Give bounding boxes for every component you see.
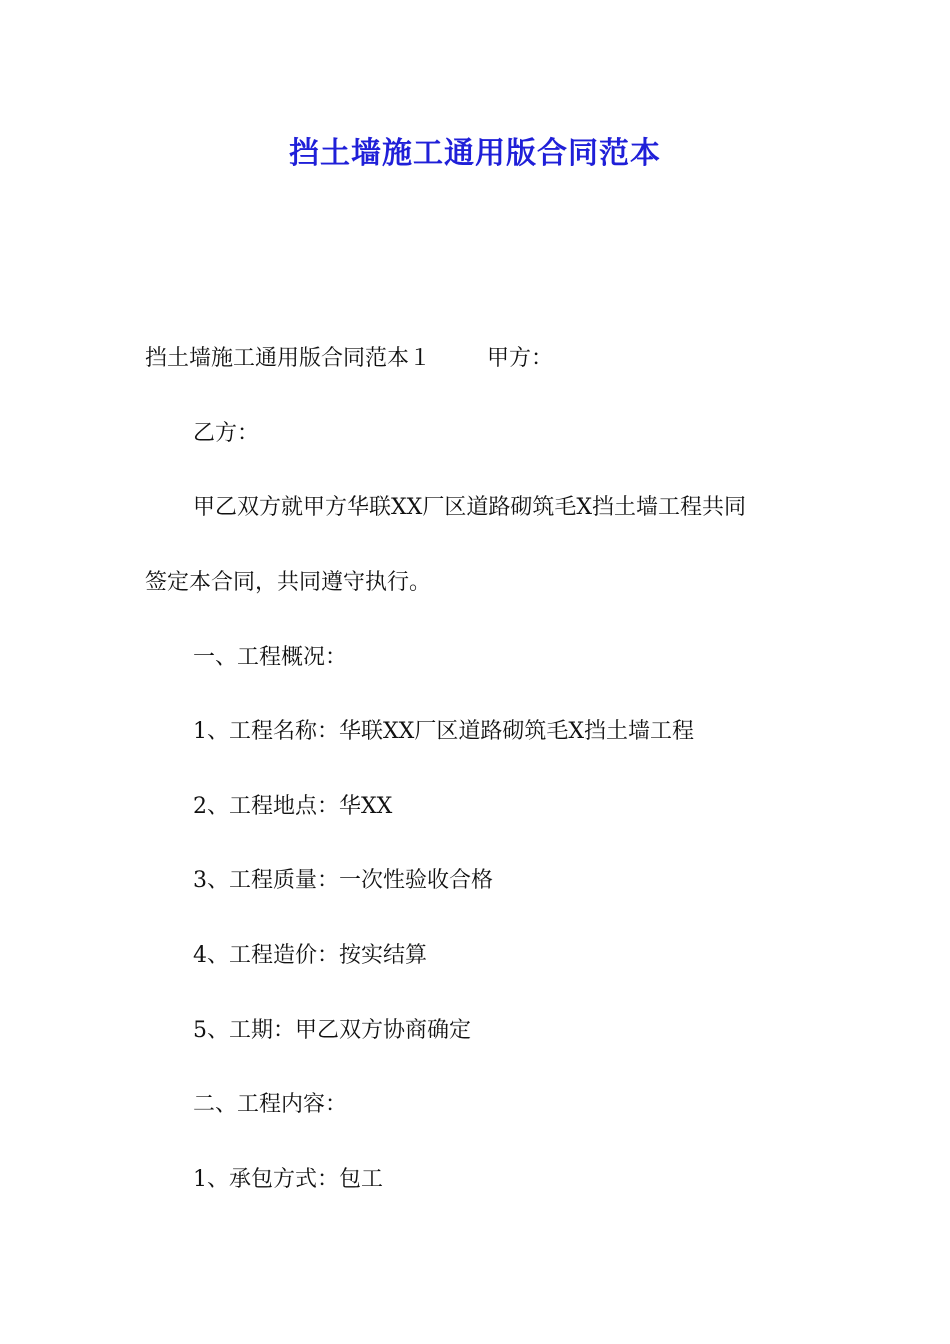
section2-item: 1、承包方式：包工 — [193, 1167, 383, 1192]
section1-item: 2、工程地点：华XX — [193, 794, 393, 819]
section1-item: 4、工程造价：按实结算 — [193, 943, 427, 968]
party-a-label: 甲方： — [487, 346, 554, 371]
subtitle-line — [145, 344, 553, 374]
section2-heading: 二、工程内容： — [193, 1092, 348, 1117]
intro-paragraph-line-1: 甲乙双方就甲方华联XX厂区道路砌筑毛X挡土墙工程共同 — [193, 495, 746, 520]
section1-item: 5、工期：甲乙双方协商确定 — [193, 1018, 471, 1043]
party-b-label: 乙方： — [193, 421, 260, 446]
document-subtitle: 挡土墙施工通用版合同范本１ — [145, 346, 432, 371]
section1-item: 3、工程质量：一次性验收合格 — [193, 868, 493, 893]
document-title: 挡土墙施工通用版合同范本 — [289, 136, 661, 171]
section1-item: 1、工程名称：华联XX厂区道路砌筑毛X挡土墙工程 — [193, 719, 694, 744]
section1-heading: 一、工程概况： — [193, 645, 348, 670]
intro-paragraph-line-2: 签定本合同，共同遵守执行。 — [145, 570, 432, 595]
